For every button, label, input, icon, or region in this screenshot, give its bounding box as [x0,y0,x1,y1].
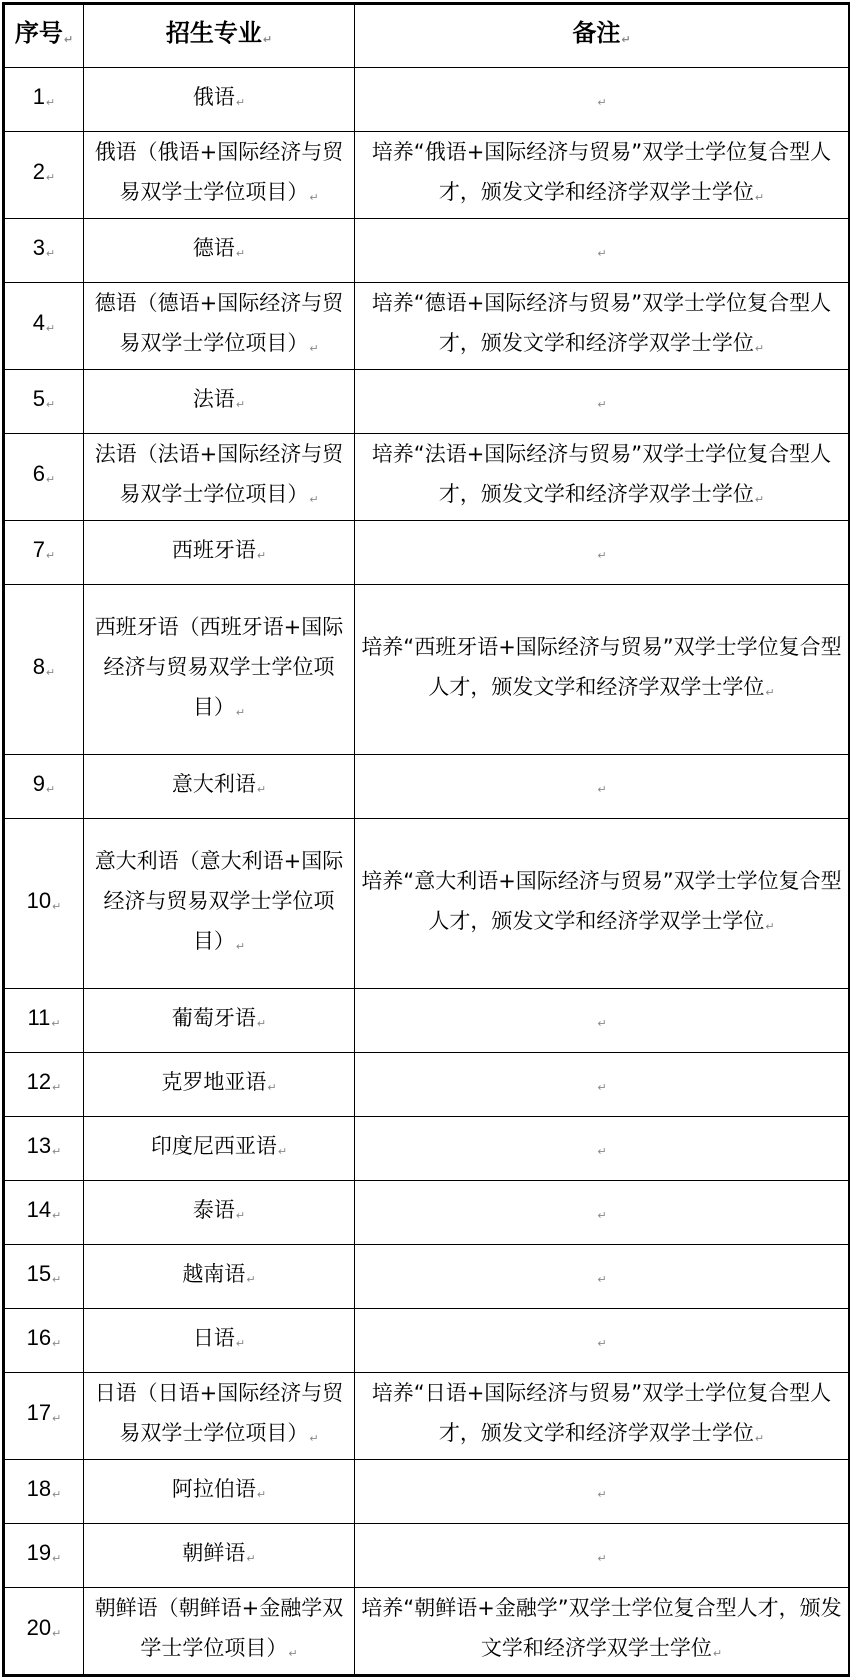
remarks-cell [355,1181,850,1245]
paragraph-mark-icon: ↵ [597,397,607,411]
serial-number-cell: 11↵ [4,989,84,1053]
paragraph-mark-icon: ↵ [256,782,267,796]
major-cell: 朝鲜语（朝鲜语+金融学双学士学位项目）↵ [84,1588,355,1676]
serial-number-cell: 13↵ [4,1117,84,1181]
table-row [4,989,850,1053]
major-cell: 西班牙语↵ [84,521,355,585]
paragraph-mark-icon: ↵ [597,1487,607,1501]
table-row [4,434,850,521]
serial-number-cell: 17↵ [4,1373,84,1460]
major-cell: 西班牙语（西班牙语+国际经济与贸易双学士学位项目）↵ [84,585,355,755]
remarks-cell [355,1309,850,1373]
table-row [4,1117,850,1181]
paragraph-mark-icon: ↵ [52,1145,62,1158]
paragraph-mark-icon: ↵ [46,172,56,184]
table-row [4,1309,850,1373]
paragraph-mark-icon: ↵ [597,1336,607,1350]
paragraph-mark-icon: ↵ [597,1208,607,1222]
serial-number-cell: 16↵ [4,1309,84,1373]
remarks-cell [355,219,850,283]
remarks-cell [355,521,850,585]
remarks-cell: 培养“朝鲜语+金融学”双学士学位复合型人才，颁发文学和经济学双学士学位↵ [355,1588,850,1676]
remarks-cell [355,1053,850,1117]
serial-number-cell: 9↵ [4,755,84,819]
serial-number-cell: 3↵ [4,219,84,283]
paragraph-mark-icon: ↵ [262,32,273,46]
remarks-cell: 培养“法语+国际经济与贸易”双学士学位复合型人才，颁发文学和经济学双学士学位↵ [355,434,850,521]
serial-number-cell: 20↵ [4,1588,84,1676]
paragraph-mark-icon: ↵ [597,1272,607,1286]
paragraph-mark-icon: ↵ [246,1272,256,1286]
table-row [4,1588,850,1676]
paragraph-mark-icon: ↵ [754,191,765,204]
paragraph-mark-icon: ↵ [46,666,56,679]
header-serial-number: 序号↵ [4,4,84,68]
paragraph-mark-icon: ↵ [235,939,246,953]
table-row [4,132,850,219]
table-row [4,585,850,755]
major-cell: 朝鲜语↵ [84,1524,355,1588]
paragraph-mark-icon: ↵ [46,323,56,335]
major-cell: 日语↵ [84,1309,355,1373]
remarks-cell [355,755,850,819]
major-cell: 法语（法语+国际经济与贸易双学士学位项目）↵ [84,434,355,521]
serial-number-cell: 4↵ [4,283,84,370]
paragraph-mark-icon: ↵ [256,548,267,562]
serial-number-cell: 10↵ [4,819,84,989]
table-row [4,1460,850,1524]
serial-number-cell: 2↵ [4,132,84,219]
table-row [4,755,850,819]
paragraph-mark-icon: ↵ [235,1208,246,1222]
table-row [4,1181,850,1245]
paragraph-mark-icon: ↵ [597,1080,607,1094]
table-row [4,521,850,585]
major-cell: 日语（日语+国际经济与贸易双学士学位项目）↵ [84,1373,355,1460]
serial-number-cell: 14↵ [4,1181,84,1245]
major-cell: 德语（德语+国际经济与贸易双学士学位项目）↵ [84,283,355,370]
paragraph-mark-icon: ↵ [52,1413,62,1425]
paragraph-mark-icon: ↵ [46,783,56,796]
paragraph-mark-icon: ↵ [267,1080,277,1094]
paragraph-mark-icon: ↵ [46,247,56,260]
table-row [4,1373,850,1460]
serial-number-cell: 19↵ [4,1524,84,1588]
remarks-cell: 培养“意大利语+国际经济与贸易”双学士学位复合型人才，颁发文学和经济学双学士学位↵ [355,819,850,989]
remarks-cell: 培养“日语+国际经济与贸易”双学士学位复合型人才，颁发文学和经济学双学士学位↵ [355,1373,850,1460]
table-row [4,1524,850,1588]
major-cell: 克罗地亚语↵ [84,1053,355,1117]
major-cell: 德语↵ [84,219,355,283]
paragraph-mark-icon: ↵ [765,685,775,699]
paragraph-mark-icon: ↵ [51,1017,61,1030]
serial-number-cell: 8↵ [4,585,84,755]
paragraph-mark-icon: ↵ [52,1209,62,1222]
major-cell: 俄语↵ [84,68,355,132]
paragraph-mark-icon: ↵ [46,96,56,109]
paragraph-mark-icon: ↵ [597,95,607,109]
table-row [4,219,850,283]
paragraph-mark-icon: ↵ [309,342,319,355]
paragraph-mark-icon: ↵ [754,1432,765,1445]
table-row [4,283,850,370]
serial-number-cell: 6↵ [4,434,84,521]
paragraph-mark-icon: ↵ [63,32,74,46]
paragraph-mark-icon: ↵ [52,1628,62,1640]
paragraph-mark-icon: ↵ [597,548,607,562]
serial-number-cell: 18↵ [4,1460,84,1524]
paragraph-mark-icon: ↵ [46,398,56,411]
paragraph-mark-icon: ↵ [52,1081,62,1094]
paragraph-mark-icon: ↵ [235,1336,246,1350]
major-cell: 意大利语↵ [84,755,355,819]
remarks-cell: 培养“西班牙语+国际经济与贸易”双学士学位复合型人才，颁发文学和经济学双学士学位↵ [355,585,850,755]
paragraph-mark-icon: ↵ [712,1647,723,1660]
serial-number-cell: 1↵ [4,68,84,132]
paragraph-mark-icon: ↵ [765,919,775,933]
table-row [4,1053,850,1117]
paragraph-mark-icon: ↵ [46,474,56,486]
remarks-cell [355,1524,850,1588]
paragraph-mark-icon: ↵ [235,705,246,719]
paragraph-mark-icon: ↵ [52,1488,62,1501]
paragraph-mark-icon: ↵ [309,191,319,204]
paragraph-mark-icon: ↵ [246,1551,256,1565]
major-cell: 越南语↵ [84,1245,355,1309]
paragraph-mark-icon: ↵ [597,1016,607,1030]
paragraph-mark-icon: ↵ [309,493,319,506]
major-cell: 法语↵ [84,370,355,434]
paragraph-mark-icon: ↵ [46,549,56,562]
remarks-cell [355,1245,850,1309]
paragraph-mark-icon: ↵ [597,246,607,260]
serial-number-cell: 7↵ [4,521,84,585]
remarks-cell [355,1460,850,1524]
admissions-majors-table-container [2,2,848,1677]
paragraph-mark-icon: ↵ [754,493,765,506]
header-remarks: 备注↵ [355,4,850,68]
major-cell: 葡萄牙语↵ [84,989,355,1053]
paragraph-mark-icon: ↵ [277,1144,288,1158]
paragraph-mark-icon: ↵ [235,397,246,411]
remarks-cell [355,989,850,1053]
paragraph-mark-icon: ↵ [52,900,62,913]
paragraph-mark-icon: ↵ [235,246,246,260]
paragraph-mark-icon: ↵ [754,342,765,355]
major-cell: 阿拉伯语↵ [84,1460,355,1524]
header-major: 招生专业↵ [84,4,355,68]
table-row [4,1245,850,1309]
major-cell: 意大利语（意大利语+国际经济与贸易双学士学位项目）↵ [84,819,355,989]
paragraph-mark-icon: ↵ [256,1487,267,1501]
paragraph-mark-icon: ↵ [597,782,607,796]
remarks-cell [355,1117,850,1181]
remarks-cell: 培养“俄语+国际经济与贸易”双学士学位复合型人才，颁发文学和经济学双学士学位↵ [355,132,850,219]
paragraph-mark-icon: ↵ [309,1432,319,1445]
remarks-cell [355,68,850,132]
serial-number-cell: 5↵ [4,370,84,434]
paragraph-mark-icon: ↵ [256,1016,267,1030]
paragraph-mark-icon: ↵ [597,1551,607,1565]
admissions-majors-table [2,2,850,1677]
paragraph-mark-icon: ↵ [621,32,631,46]
table-row [4,819,850,989]
paragraph-mark-icon: ↵ [52,1552,62,1565]
serial-number-cell: 15↵ [4,1245,84,1309]
remarks-cell [355,370,850,434]
major-cell: 俄语（俄语+国际经济与贸易双学士学位项目）↵ [84,132,355,219]
major-cell: 泰语↵ [84,1181,355,1245]
paragraph-mark-icon: ↵ [235,95,246,109]
paragraph-mark-icon: ↵ [52,1273,62,1286]
paragraph-mark-icon: ↵ [52,1337,62,1350]
paragraph-mark-icon: ↵ [288,1647,298,1660]
header-row [4,4,850,68]
remarks-cell: 培养“德语+国际经济与贸易”双学士学位复合型人才，颁发文学和经济学双学士学位↵ [355,283,850,370]
serial-number-cell: 12↵ [4,1053,84,1117]
table-row [4,370,850,434]
paragraph-mark-icon: ↵ [597,1144,607,1158]
major-cell: 印度尼西亚语↵ [84,1117,355,1181]
table-row [4,68,850,132]
